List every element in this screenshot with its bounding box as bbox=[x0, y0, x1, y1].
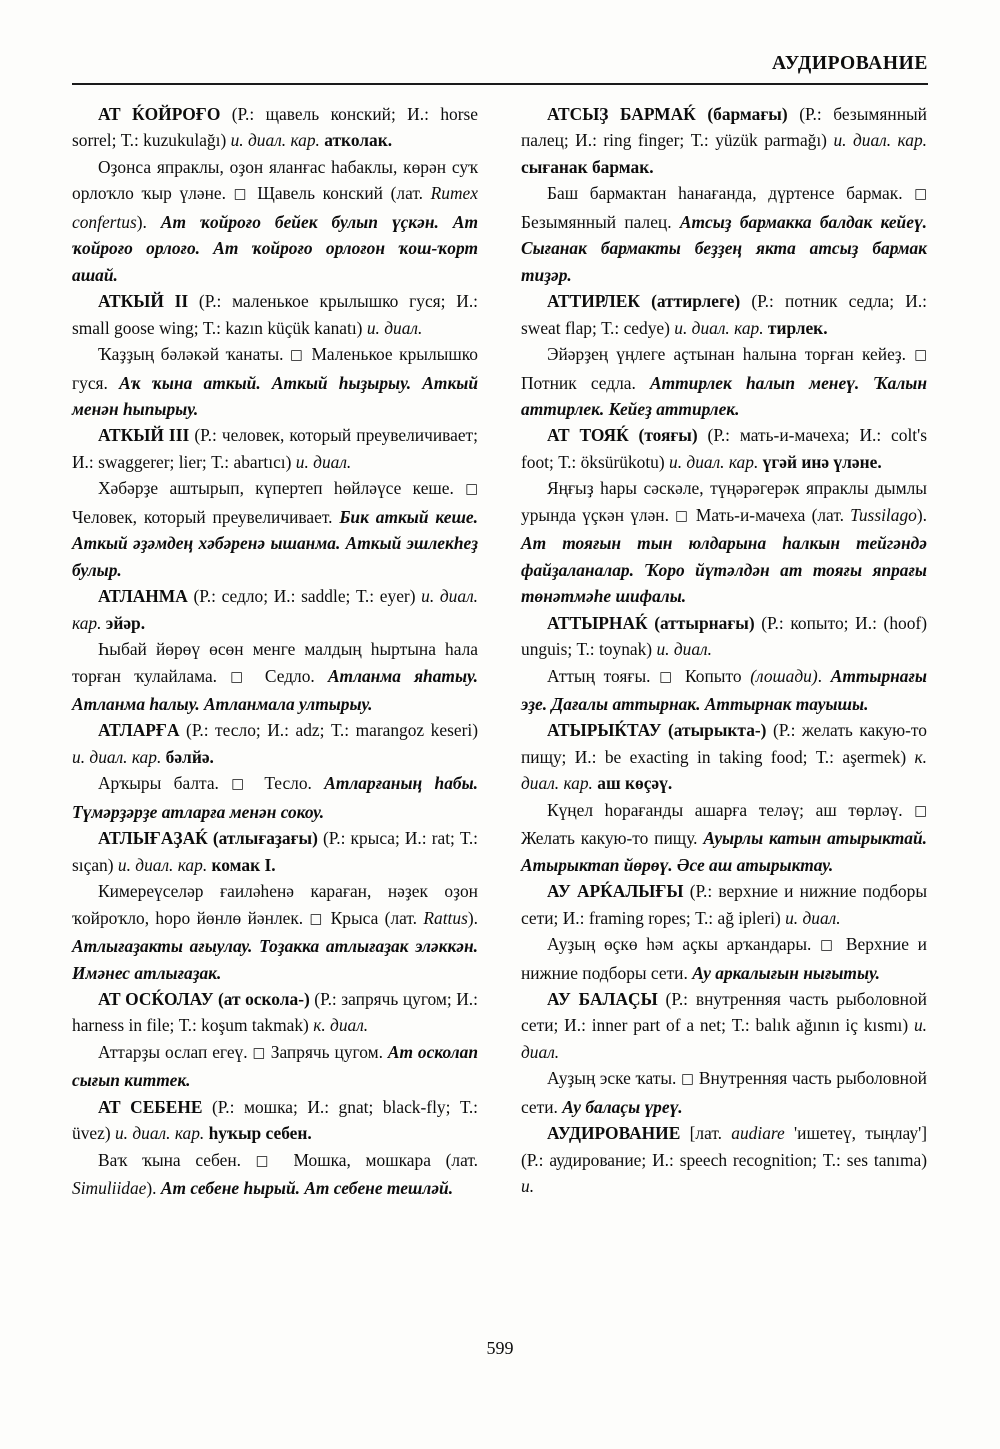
definition-examples: Ау балаçы үреү. bbox=[562, 1096, 683, 1117]
definition-examples: Атланма яhатыу. Атланма hалыу. Атланмала ултырыу. bbox=[72, 665, 478, 714]
entry-synonym: комак I. bbox=[207, 854, 276, 875]
entry-definition bbox=[72, 475, 478, 583]
definition-text: . bbox=[817, 665, 831, 686]
block-marker-icon: □ bbox=[230, 668, 252, 685]
entry-headword: АУ БАЛАÇЫ bbox=[547, 988, 658, 1009]
entry-definition bbox=[521, 475, 927, 609]
definition-examples: Атларғаның hабы. Түмәрҙәрҙе атларға менән сокоу. bbox=[72, 773, 478, 822]
entry-headword-line bbox=[521, 878, 927, 931]
definition-text: Потник седла. bbox=[521, 372, 651, 393]
definition-examples: Аҡ ҡына аткый. Аткый hыҙырыу. Аткый менән hыпырыу. bbox=[72, 372, 478, 419]
entry-translations: (Р.: человек, который преувеличивает; И.: swaggerer; lier; Т.: abartıcı) bbox=[72, 425, 478, 472]
definition-text: Ваҡ ҡына себен. bbox=[98, 1149, 256, 1170]
entry-grammar-label: к. диал. bbox=[313, 1015, 369, 1036]
definition-text: Ауҙың өçкө һәм аçкы арҡандары. bbox=[547, 934, 821, 955]
block-marker-icon: □ bbox=[309, 910, 325, 927]
definition-text: Эйәрҙең үңлеге аçтынан һалына торған кейеҙ. bbox=[547, 344, 915, 365]
definition-examples: Атсыҙ бармакка балдак кейеү. Сығанак бармакты беҙҙең якта атсыҙ бармак тиҙәр. bbox=[521, 211, 927, 285]
entry-headword: АТСЫҘ БАРМАЌ (бармағы) bbox=[547, 104, 788, 124]
definition-examples: Аттырнағы эҙе. Дағалы аттырнак. Аттырнак тауышы. bbox=[521, 665, 927, 714]
definition-text: Баш бармактан һанағанда, дүртенсе бармак. bbox=[547, 183, 915, 204]
entry-definition bbox=[72, 1147, 478, 1202]
block-marker-icon: □ bbox=[255, 1152, 279, 1169]
right-column bbox=[521, 101, 927, 1301]
entry-translations: (Р.: тесло; И.: adz; Т.: marangoz keseri) bbox=[179, 720, 478, 741]
entry-headword: АТКЫЙ III bbox=[98, 425, 190, 446]
entry-translations: (Р.: крыса; И.: rat; Т.: sıçan) bbox=[72, 828, 478, 875]
entry-headword: АТЛЫҒАҘАЌ (атлығаҙағы) bbox=[98, 828, 318, 849]
header-divider-rule bbox=[72, 83, 928, 85]
entry-headword-line bbox=[521, 1120, 927, 1199]
definition-examples: Ау аркалығын нығытыу. bbox=[692, 962, 880, 983]
entry-headword: АТКЫЙ II bbox=[98, 291, 189, 312]
entry-grammar-label: к. диал. кар. bbox=[521, 746, 927, 794]
entry-definition bbox=[72, 636, 478, 717]
definition-latin-name: Rumex confertus bbox=[72, 183, 478, 232]
entry-headword-line bbox=[72, 583, 478, 636]
entry-translations: (Р.: безымянный палец; И.: ring finger; Т.: yüzük parmağı) bbox=[521, 104, 927, 151]
block-marker-icon: □ bbox=[231, 776, 252, 793]
entry-headword: АТТИРЛЕК (аттирлеге) bbox=[547, 291, 741, 312]
entry-headword-line bbox=[521, 610, 927, 663]
definition-examples: Ат себене hырый. Ат себене тешләй. bbox=[160, 1178, 454, 1199]
entry-translations: (Р.: аудирование; И.: speech recognition; Т.: ses tanıma) bbox=[521, 1149, 927, 1170]
definition-text: Седло. bbox=[251, 665, 328, 686]
definition-text: Яңғыҙ һары сәскәле, түңәрәгерәк япраклы дымлы урында үçкән үлән. bbox=[521, 478, 927, 525]
entry-etymology-open: [лат. bbox=[680, 1123, 732, 1144]
entry-headword-line bbox=[521, 986, 927, 1065]
entry-headword: АТЛАРҒА bbox=[98, 720, 180, 741]
entry-translations: (Р.: желать какую-то пищу; И.: be exacting in taking food; Т.: aşermek) bbox=[521, 720, 927, 767]
block-marker-icon: □ bbox=[681, 1071, 695, 1088]
definition-examples: Ат ҡойроғо бейек булып үçкән. Ат ҡойроғо орлоғо. Ат ҡойроғо орлоғон ҡош-ҡорт ашай. bbox=[72, 211, 478, 285]
definition-text: Ҡаҙҙың бәләкәй ҡанаты. bbox=[98, 344, 291, 365]
block-marker-icon: □ bbox=[914, 802, 927, 819]
entry-definition bbox=[521, 663, 927, 718]
entry-headword: АТ ОСЌОЛАУ (ат оскола-) bbox=[98, 988, 310, 1009]
entry-synonym: атколак. bbox=[319, 130, 393, 151]
entry-synonym: эйәр. bbox=[101, 612, 146, 633]
definition-latin-name: Simuliidae bbox=[72, 1178, 147, 1199]
definition-text: Күңел һорағанды ашарға теләү; аш төрләү. bbox=[547, 799, 915, 820]
definition-text: Человек, который преувеличивает. bbox=[72, 506, 340, 527]
definition-text: Маленькое крылышко гуся. bbox=[72, 344, 478, 393]
entry-grammar-label: и. диал. кар. bbox=[72, 746, 162, 767]
entry-translations: (Р.: мать-и-мачеха; И.: colt's foot; Т.: öksürükotu) bbox=[521, 425, 928, 472]
entry-grammar-label: и. диал. кар. bbox=[230, 130, 320, 151]
entry-headword-line bbox=[72, 101, 478, 154]
entry-definition bbox=[521, 931, 927, 986]
entry-synonym: тирлек. bbox=[763, 317, 828, 338]
definition-latin-name: Tussilago bbox=[850, 504, 917, 525]
entry-headword-line bbox=[72, 288, 478, 341]
entry-grammar-label: и. диал. кар. bbox=[114, 1123, 205, 1144]
entry-translations: (Р.: мошка; И.: gnat; black-fly; Т.: üvez) bbox=[72, 1096, 478, 1144]
entry-definition bbox=[72, 1039, 478, 1094]
definition-examples: Ауырлы катын атырыктай. Атырыктап йөрөү. Әсе аш атырыктау. bbox=[521, 828, 927, 875]
definition-text: Мошка, мошкара (лат. bbox=[278, 1149, 478, 1170]
block-marker-icon: □ bbox=[659, 668, 677, 685]
definition-text: Тесло. bbox=[252, 773, 325, 794]
entry-etymology-gloss: 'ишетеү, тыңлау'] bbox=[784, 1123, 927, 1144]
definition-text: Верхние и нижние подборы сети. bbox=[521, 934, 927, 983]
entry-headword: АТЛАНМА bbox=[98, 586, 188, 607]
definition-text: Мать-и-мачеха (лат. bbox=[689, 504, 851, 525]
definition-text: Арҡыры балта. bbox=[98, 773, 232, 794]
block-marker-icon: □ bbox=[675, 507, 690, 524]
entry-headword: АУДИРОВАНИЕ bbox=[547, 1123, 681, 1144]
definition-examples: Ат тояғын тын юлдарына hалкын тейгәндә файҙаланалар. Ҡоро йүтәлдән ат тояғы япрағы төнәтмәhе шифалы. bbox=[521, 533, 927, 607]
definition-text: Внутренняя часть рыболовной сети. bbox=[521, 1068, 927, 1117]
definition-text: ). bbox=[916, 504, 927, 525]
entry-headword-line bbox=[521, 717, 927, 796]
block-marker-icon: □ bbox=[465, 481, 478, 498]
page-number: 599 bbox=[486, 1338, 514, 1358]
entry-definition bbox=[521, 797, 927, 878]
entry-etymology-source: audiare bbox=[731, 1123, 785, 1144]
entry-translations: (Р.: копыто; И.: (hoof) unguis; Т.: toynak) bbox=[521, 612, 927, 660]
entry-grammar-label: и. диал. bbox=[366, 317, 423, 338]
entry-translations: (Р.: потник седла; И.: sweat flap; Т.: cedye) bbox=[521, 291, 927, 338]
entry-headword: АТ ТОЯЌ (тояғы) bbox=[547, 425, 698, 446]
entry-headword: АТЫРЫЌТАУ (атырыкта-) bbox=[547, 720, 767, 741]
definition-examples: Аттирлек hалып менеү. Ҡалын аттирлек. Кейеҙ аттирлек. bbox=[521, 372, 927, 419]
entry-headword-line bbox=[72, 717, 478, 770]
definition-text: ). bbox=[467, 907, 478, 928]
entry-headword-line bbox=[72, 986, 478, 1039]
block-marker-icon: □ bbox=[290, 347, 305, 364]
entry-headword: АТТЫРНАЌ (аттырнағы) bbox=[547, 612, 755, 633]
definition-text: Копыто bbox=[676, 665, 751, 686]
definition-text: Запрячь цугом. bbox=[265, 1041, 388, 1062]
left-column bbox=[72, 101, 478, 1301]
entry-synonym: аш көçәү. bbox=[592, 773, 673, 794]
definition-latin-name: (лошади) bbox=[750, 665, 818, 686]
definition-examples: Ат осколап сығып киттек. bbox=[72, 1041, 479, 1091]
entry-synonym: сығанак бармак. bbox=[521, 156, 654, 177]
column-container bbox=[72, 101, 928, 1301]
running-head-title: АУДИРОВАНИЕ bbox=[771, 53, 928, 74]
entry-grammar-label: и. диал. bbox=[521, 1015, 927, 1062]
definition-text: ). bbox=[146, 1178, 161, 1199]
entry-headword: АТ ЌОЙРОҒО bbox=[98, 104, 221, 124]
entry-synonym: бәлйә. bbox=[161, 746, 214, 767]
entry-definition bbox=[72, 154, 478, 288]
entry-synonym: hуҡыр себен. bbox=[204, 1123, 312, 1144]
entry-definition bbox=[521, 341, 927, 422]
entry-synonym: үгәй инә үләне. bbox=[758, 451, 882, 472]
entry-translations: (Р.: маленькое крылышко гуся; И.: small goose wing; Т.: kazın küçük kanatı) bbox=[72, 291, 479, 338]
entry-headword-line bbox=[521, 288, 927, 341]
definition-text: Аттарҙы ослап егеү. bbox=[98, 1041, 253, 1062]
entry-grammar-label: и. диал. кар. bbox=[117, 854, 208, 875]
block-marker-icon: □ bbox=[820, 937, 838, 954]
entry-grammar-label: и. диал. bbox=[295, 451, 352, 472]
entry-headword-line bbox=[72, 1094, 478, 1147]
entry-definition bbox=[72, 341, 478, 422]
entry-grammar-label: и. диал. кар. bbox=[833, 130, 927, 151]
definition-text: Кимереүселәр ғаиләһенә караған, нәҙек оҙон ҡойроҡло, hopo йөнлө йәнлек. bbox=[72, 881, 478, 928]
entry-translations: (Р.: верхние и нижние подборы сети; И.: framing ropes; Т.: ağ ipleri) bbox=[521, 881, 928, 928]
entry-headword-line bbox=[72, 825, 478, 878]
entry-headword-line bbox=[72, 422, 478, 475]
block-marker-icon: □ bbox=[914, 347, 927, 364]
running-head bbox=[72, 52, 928, 86]
entry-headword: АУ АРЌАЛЫҒЫ bbox=[547, 881, 684, 902]
definition-text: Ауҙың эске ҡаты. bbox=[547, 1068, 682, 1089]
entry-grammar-label: и. диал. кар. bbox=[674, 317, 764, 338]
block-marker-icon: □ bbox=[252, 1044, 266, 1061]
entry-definition bbox=[72, 878, 478, 986]
entry-grammar-label: и. диал. bbox=[785, 907, 841, 928]
definition-text: Аттың тояғы. bbox=[547, 665, 660, 686]
entry-translations: (Р.: внутренняя часть рыболовной сети; И.: inner part of a net; Т.: balık ağının iç kısmı) bbox=[521, 988, 927, 1036]
definition-text: Хәбәрҙе аштырып, күпертеп һөйләүсе кеше. bbox=[98, 478, 466, 499]
entry-grammar-label: и. bbox=[521, 1176, 535, 1197]
definition-examples: Атлығаҙакты ағыулау. Тоҙакка атлығаҙак эләккән. Имәнес атлығаҙак. bbox=[72, 936, 478, 983]
entry-headword: АТ СЕБЕНЕ bbox=[98, 1096, 203, 1117]
definition-text: Һыбай йөрөү өсөн менге малдың һыртына һала торған ҡулайлама. bbox=[72, 639, 478, 686]
definition-examples: Бик аткый кеше. Аткый әҙәмдең хәбәренә ышанма. Аткый эшлекһеҙ булыр. bbox=[72, 506, 478, 580]
definition-text: Оҙонса япраклы, оҙон яланғас һабаклы, көрән суҡ орлоҡло ҡыр үләне. bbox=[72, 156, 478, 204]
entry-translations: (Р.: седло; И.: saddle; Т.: eyer) bbox=[187, 586, 422, 607]
block-marker-icon: □ bbox=[914, 186, 927, 203]
entry-translations: (Р.: щавель конский; И.: horse sorrel; Т.: kuzukulağı) bbox=[72, 104, 478, 151]
entry-grammar-label: и. диал. bbox=[656, 639, 712, 660]
entry-headword-line bbox=[521, 101, 927, 180]
definition-latin-name: Rattus bbox=[423, 907, 468, 928]
entry-grammar-label: и. диал. кар. bbox=[72, 586, 478, 633]
entry-translations: (Р.: запрячь цугом; И.: harness in file; Т.: koşum takmak) bbox=[72, 988, 478, 1036]
definition-text: Крыса (лат. bbox=[324, 907, 424, 928]
entry-headword-line bbox=[521, 422, 927, 475]
entry-definition bbox=[521, 180, 927, 288]
definition-text: Безымянный палец. bbox=[521, 211, 680, 232]
definition-text: Желать какую-то пищу. bbox=[521, 828, 704, 849]
definition-text: ). bbox=[136, 211, 161, 232]
block-marker-icon: □ bbox=[233, 186, 250, 203]
entry-definition bbox=[521, 1065, 927, 1120]
entry-grammar-label: и. диал. кар. bbox=[669, 451, 759, 472]
entry-definition bbox=[72, 770, 478, 825]
definition-text: Щавель конский (лат. bbox=[249, 183, 431, 204]
